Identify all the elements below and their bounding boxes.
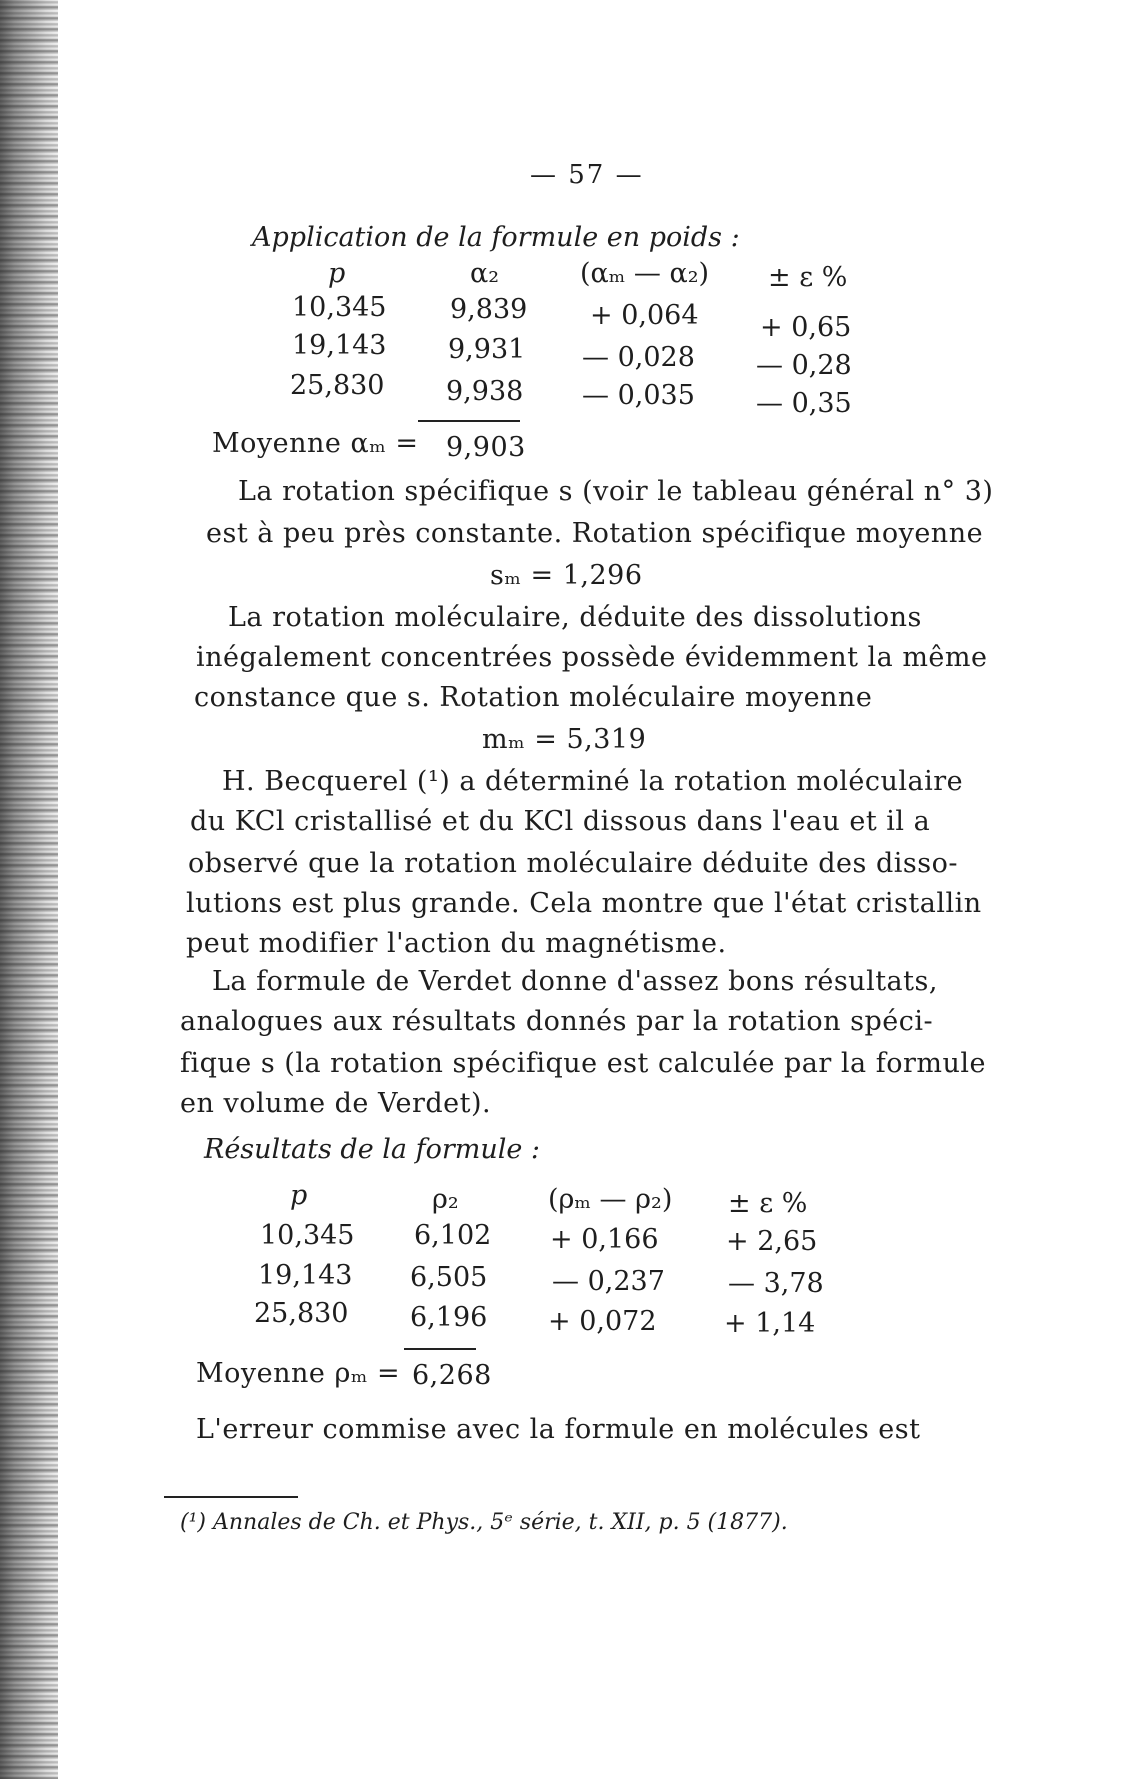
table-cell: 9,839 — [450, 294, 528, 325]
footnote-rule — [164, 1496, 298, 1498]
paragraph-line: est à peu près constante. Rotation spécifique moyenne — [206, 518, 984, 549]
formula-line: mₘ = 5,319 — [482, 724, 647, 755]
table-cell: — 0,35 — [756, 388, 852, 419]
table-cell: 6,505 — [410, 1262, 488, 1293]
paragraph-line: L'erreur commise avec la formule en molécules est — [196, 1414, 921, 1445]
table-header-rho2: ρ₂ — [432, 1184, 459, 1215]
table-header-alpha2: α₂ — [470, 258, 500, 289]
book-spine-shadow — [0, 0, 58, 1779]
paragraph-line: constance que s. Rotation moléculaire moyenne — [194, 682, 873, 713]
table-cell: 6,196 — [410, 1302, 488, 1333]
table-header-p: p — [290, 1180, 308, 1211]
table-header-eps: ± ε % — [768, 262, 848, 293]
table-cell: — 0,035 — [582, 380, 695, 411]
table-cell: + 0,65 — [760, 312, 852, 343]
mean-value: 9,903 — [446, 432, 526, 463]
paragraph-line: peut modifier l'action du magnétisme. — [186, 928, 727, 959]
footnote: (¹) Annales de Ch. et Phys., 5ᵉ série, t. XII, p. 5 (1877). — [180, 1510, 788, 1535]
table-cell: + 1,14 — [724, 1308, 816, 1339]
table-header-diff: (ρₘ — ρ₂) — [548, 1184, 673, 1215]
table-cell: 6,102 — [414, 1220, 492, 1251]
table-sum-rule — [404, 1348, 476, 1350]
paragraph-line: La formule de Verdet donne d'assez bons résultats, — [212, 966, 938, 997]
paragraph-line: H. Becquerel (¹) a déterminé la rotation moléculaire — [222, 766, 964, 797]
paragraph-line: La rotation spécifique s (voir le tableau général n° 3) — [238, 476, 994, 507]
table-header-p: p — [328, 258, 346, 289]
table-cell: 25,830 — [290, 370, 385, 401]
paragraph-line: lutions est plus grande. Cela montre que l'état cristallin — [186, 888, 982, 919]
section2-heading: Résultats de la formule : — [204, 1134, 541, 1165]
paragraph-line: en volume de Verdet). — [180, 1088, 492, 1119]
table-cell: + 2,65 — [726, 1226, 818, 1257]
mean-label: Moyenne ρₘ = — [196, 1358, 401, 1389]
table-cell: — 0,028 — [582, 342, 695, 373]
table-sum-rule — [418, 420, 520, 422]
formula-line: sₘ = 1,296 — [490, 560, 643, 591]
table-cell: + 0,072 — [548, 1306, 657, 1337]
table-cell: 9,931 — [448, 334, 526, 365]
paragraph-line: observé que la rotation moléculaire déduite des disso- — [188, 848, 958, 879]
table-cell: + 0,166 — [550, 1224, 659, 1255]
page-number: — 57 — — [530, 160, 644, 190]
table-cell: — 0,28 — [756, 350, 852, 381]
table-cell: 10,345 — [292, 292, 387, 323]
table-cell: 25,830 — [254, 1298, 349, 1329]
paragraph-line: analogues aux résultats donnés par la rotation spéci- — [180, 1006, 934, 1037]
table-cell: — 0,237 — [552, 1266, 665, 1297]
table-header-diff: (αₘ — α₂) — [580, 258, 710, 289]
table-cell: — 3,78 — [728, 1268, 824, 1299]
table-header-eps: ± ε % — [728, 1188, 808, 1219]
paragraph-line: fique s (la rotation spécifique est calculée par la formule — [180, 1048, 986, 1079]
paragraph-line: inégalement concentrées possède évidemment la même — [196, 642, 988, 673]
mean-label: Moyenne αₘ = — [212, 428, 419, 459]
table-cell: 19,143 — [292, 330, 387, 361]
paragraph-line: La rotation moléculaire, déduite des dissolutions — [228, 602, 922, 633]
section1-heading: Application de la formule en poids : — [252, 222, 740, 253]
paragraph-line: du KCl cristallisé et du KCl dissous dans l'eau et il a — [190, 806, 931, 837]
table-cell: 10,345 — [260, 1220, 355, 1251]
table-cell: + 0,064 — [590, 300, 699, 331]
table-cell: 19,143 — [258, 1260, 353, 1291]
table-cell: 9,938 — [446, 376, 524, 407]
mean-value: 6,268 — [412, 1360, 492, 1391]
